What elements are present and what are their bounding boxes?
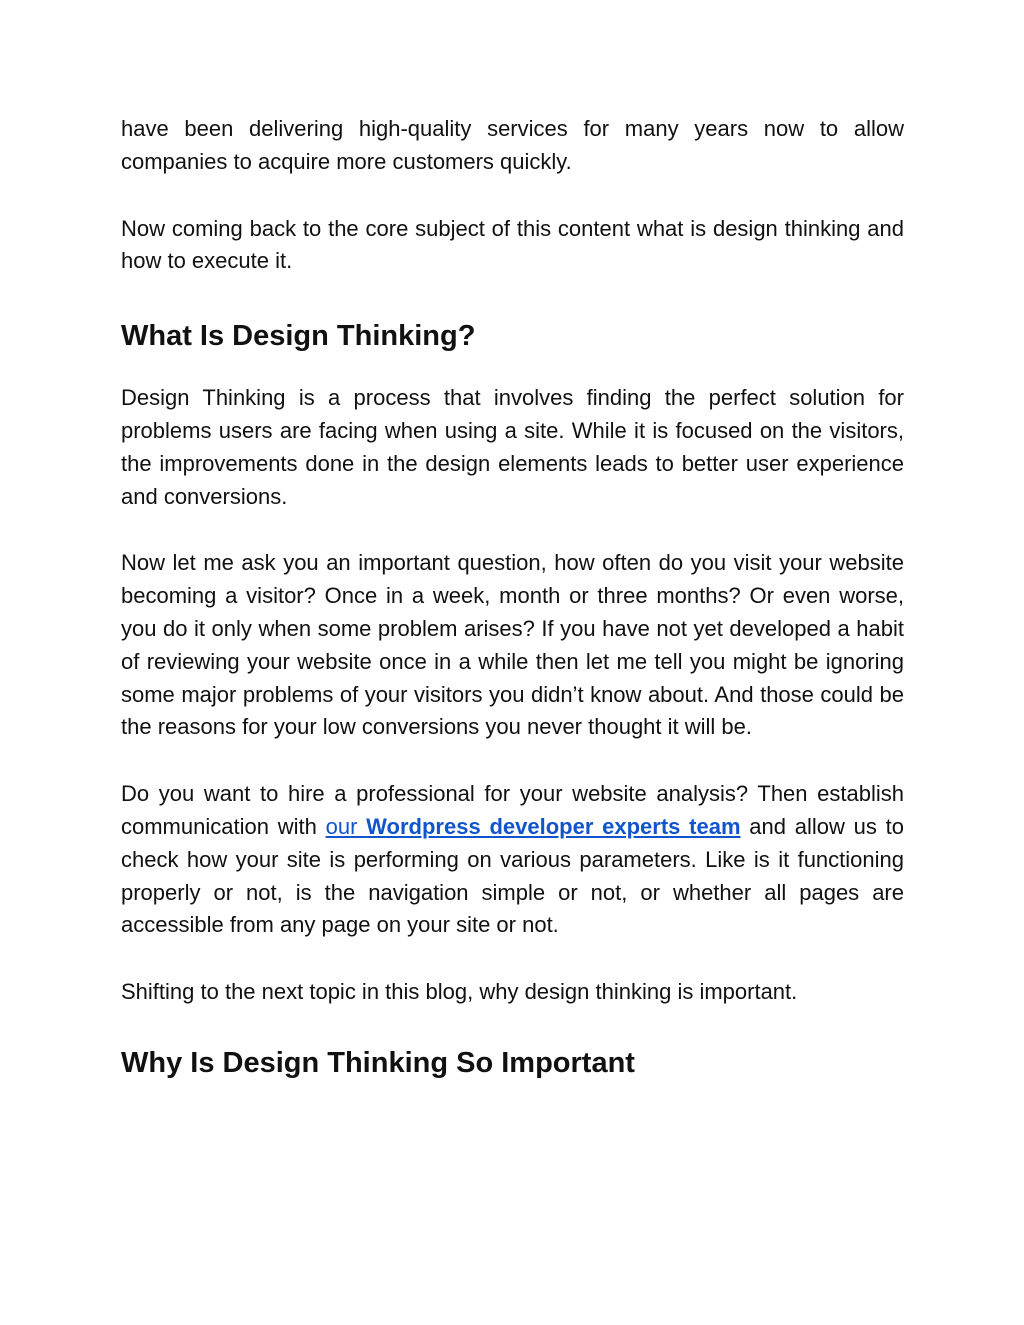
developer-experts-link[interactable]: [326, 814, 741, 839]
definition-paragraph: Design Thinking is a process that involves finding the perfect solution for problems users are facing when using a site. While it is focused on the visitors, the improvements done in the design elements leads to better user experience and conversions.: [121, 385, 904, 509]
heading-why-important: Why Is Design Thinking So Important: [121, 1046, 635, 1079]
hire-text-before-link: Do you want to hire a professional for your website analysis? Then establish communication with: [121, 781, 904, 839]
link-label: Wordpress developer experts team: [366, 813, 741, 839]
intro-paragraph: have been delivering high-quality services for many years now to allow companies to acquire more customers quickly.: [121, 116, 904, 174]
heading-what-is-design-thinking: What Is Design Thinking?: [121, 320, 476, 353]
question-paragraph: Now let me ask you an important question, how often do you visit your website becoming a visitor? Once in a week, month or three months? Or even worse, you do it only when some problem arises? If you have not yet developed a habit of reviewing your website once in a while then let me tell you might be ignoring some major problems of your visitors you didn’t know about. And those could be the reasons for your low conversions you never thought it will be.: [121, 550, 904, 740]
shift-paragraph: Shifting to the next topic in this blog, why design thinking is important.: [121, 979, 798, 1005]
link-prefix: our: [325, 813, 367, 839]
document-page: [121, 113, 904, 1083]
transition-paragraph: Now coming back to the core subject of this content what is design thinking and how to execute it.: [121, 215, 904, 274]
hire-paragraph: [121, 778, 904, 942]
hire-text-after-link: and allow us to check how your site is performing on various parameters. Like is it functioning properly or not, is the navigation simple or not, or whether all pages are accessible from any page on your site or not.: [121, 813, 904, 938]
